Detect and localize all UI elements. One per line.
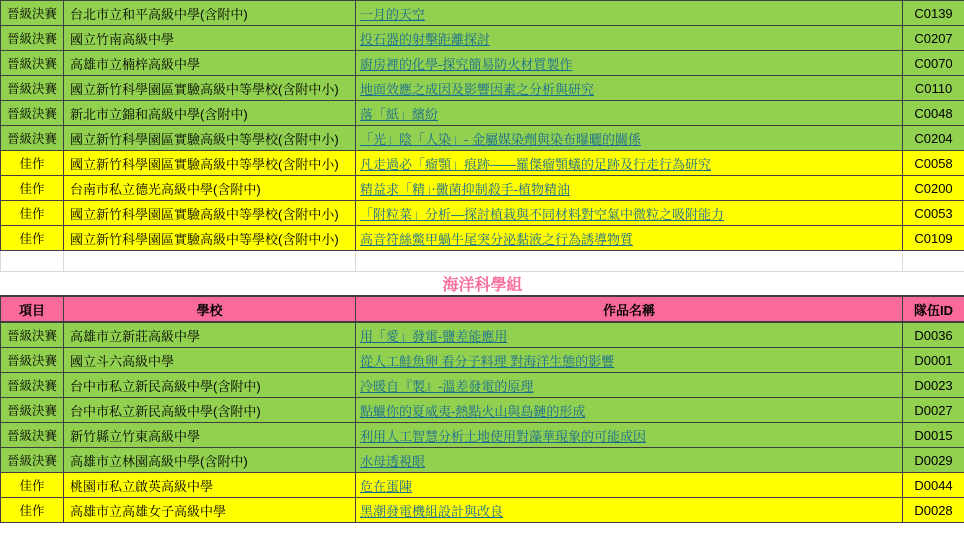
school-cell: 高雄市立高雄女子高級中學 (64, 498, 356, 523)
work-title-link[interactable]: 凡走過必「瘤顎」痕跡——羅傑瘤顎蟻的足跡及行走行為研究 (360, 156, 712, 172)
work-cell (356, 373, 903, 398)
table-row (1, 176, 964, 201)
work-title-link[interactable]: 黑潮發電機組設計與改良 (360, 503, 504, 519)
school-cell: 台北市立和平高級中學(含附中) (64, 1, 356, 26)
work-cell (356, 226, 903, 251)
table-row (1, 101, 964, 126)
school-cell: 國立新竹科學園區實驗高級中等學校(含附中小) (64, 126, 356, 151)
school-cell: 國立新竹科學園區實驗高級中等學校(含附中小) (64, 201, 356, 226)
header-school: 學校 (64, 296, 356, 322)
table-row (1, 348, 964, 373)
work-cell (356, 498, 903, 523)
top-section-body (1, 1, 964, 251)
work-title-link[interactable]: 水母透視眼 (360, 453, 426, 469)
team-id-cell: D0015 (903, 423, 964, 448)
work-title-link[interactable]: 廚房裡的化學-探究簡易防火材質製作 (360, 56, 573, 72)
marine-section-body (1, 322, 964, 523)
table-row (1, 26, 964, 51)
team-id-cell: C0053 (903, 201, 964, 226)
team-id-cell: C0207 (903, 26, 964, 51)
work-cell (356, 126, 903, 151)
status-cell: 佳作 (1, 201, 64, 226)
work-cell (356, 76, 903, 101)
work-title-link[interactable]: 利用人工智慧分析土地使用對藻華現象的可能成因 (360, 428, 647, 444)
school-cell: 高雄市立楠梓高級中學 (64, 51, 356, 76)
table-row (1, 498, 964, 523)
school-cell: 國立新竹科學園區實驗高級中等學校(含附中小) (64, 76, 356, 101)
work-cell (356, 101, 903, 126)
status-cell: 晉級決賽 (1, 51, 64, 76)
school-cell: 高雄市立林園高級中學(含附中) (64, 448, 356, 473)
work-title-link[interactable]: 從人工鮭魚卵 看分子料理 對海洋生態的影響 (360, 353, 615, 369)
status-cell: 晉級決賽 (1, 101, 64, 126)
work-cell (356, 26, 903, 51)
spacer-cell (356, 251, 903, 272)
work-title-link[interactable]: 用「愛」發電-鹽差能應用 (360, 328, 508, 344)
table-row (1, 201, 964, 226)
status-cell: 晉級決賽 (1, 76, 64, 101)
status-cell: 晉級決賽 (1, 348, 64, 373)
status-cell: 晉級決賽 (1, 126, 64, 151)
work-cell (356, 151, 903, 176)
work-title-link[interactable]: 高音符絲鱉甲蝸牛尾突分泌黏液之行為誘導物質 (360, 231, 634, 247)
table-row (1, 126, 964, 151)
status-cell: 晉級決賽 (1, 423, 64, 448)
spacer-cell (903, 251, 964, 272)
work-cell (356, 473, 903, 498)
table-row (1, 51, 964, 76)
school-cell: 國立新竹科學園區實驗高級中等學校(含附中小) (64, 226, 356, 251)
team-id-cell: C0048 (903, 101, 964, 126)
team-id-cell: C0070 (903, 51, 964, 76)
work-cell (356, 423, 903, 448)
status-cell: 佳作 (1, 176, 64, 201)
table-row (1, 473, 964, 498)
work-cell (356, 201, 903, 226)
team-id-cell: D0001 (903, 348, 964, 373)
table-row (1, 322, 964, 348)
work-title-link[interactable]: 地面效應之成因及影響因素之分析與研究 (360, 81, 595, 97)
work-title-link[interactable]: 投石器的射擊距離探討 (360, 31, 491, 47)
work-cell (356, 51, 903, 76)
work-title-link[interactable]: 「光」陰「人染」- 金屬媒染劑與染布曝曬的關係 (360, 131, 641, 147)
status-cell: 晉級決賽 (1, 322, 64, 348)
status-cell: 佳作 (1, 151, 64, 176)
table-row (1, 1, 964, 26)
team-id-cell: D0044 (903, 473, 964, 498)
table-row (1, 398, 964, 423)
work-cell (356, 1, 903, 26)
school-cell: 國立竹南高級中學 (64, 26, 356, 51)
status-cell: 佳作 (1, 226, 64, 251)
work-cell (356, 398, 903, 423)
work-cell (356, 176, 903, 201)
school-cell: 新北市立錦和高級中學(含附中) (64, 101, 356, 126)
status-cell: 晉級決賽 (1, 373, 64, 398)
status-cell: 晉級決賽 (1, 398, 64, 423)
work-title-link[interactable]: 精益求「精」‧黴菌抑制殺手-植物精油 (360, 181, 570, 197)
table-row (1, 373, 964, 398)
spacer-section (1, 251, 964, 323)
school-cell: 台中市私立新民高級中學(含附中) (64, 373, 356, 398)
team-id-cell: C0058 (903, 151, 964, 176)
work-title-link[interactable]: 危在蛋陳 (360, 478, 413, 494)
school-cell: 桃園市私立啟英高級中學 (64, 473, 356, 498)
school-cell: 國立斗六高級中學 (64, 348, 356, 373)
work-cell (356, 322, 903, 348)
team-id-cell: D0036 (903, 322, 964, 348)
school-cell: 國立新竹科學園區實驗高級中等學校(含附中小) (64, 151, 356, 176)
team-id-cell: C0204 (903, 126, 964, 151)
spacer-cell (1, 251, 64, 272)
header-work-title: 作品名稱 (356, 296, 903, 322)
work-title-link[interactable]: 點蠟你的夏威夷-熱點火山與島鏈的形成 (360, 403, 586, 419)
school-cell: 台南市私立德光高級中學(含附中) (64, 176, 356, 201)
status-cell: 佳作 (1, 473, 64, 498)
table-row (1, 76, 964, 101)
spacer-cell (64, 251, 356, 272)
work-title-link[interactable]: 一月的天空 (360, 6, 426, 22)
team-id-cell: D0029 (903, 448, 964, 473)
table-row (1, 151, 964, 176)
spacer-row (1, 251, 964, 272)
team-id-cell: C0109 (903, 226, 964, 251)
column-header-row (1, 296, 964, 322)
team-id-cell: C0200 (903, 176, 964, 201)
status-cell: 晉級決賽 (1, 26, 64, 51)
team-id-cell: C0110 (903, 76, 964, 101)
school-cell: 高雄市立新莊高級中學 (64, 322, 356, 348)
status-cell: 佳作 (1, 498, 64, 523)
table-row (1, 448, 964, 473)
school-cell: 台中市私立新民高級中學(含附中) (64, 398, 356, 423)
work-title-link[interactable]: 冷暖自『製』-溫差發電的原理 (360, 378, 534, 394)
school-cell: 新竹縣立竹東高級中學 (64, 423, 356, 448)
section-title: 海洋科學組 (1, 272, 964, 297)
team-id-cell: D0023 (903, 373, 964, 398)
work-title-link[interactable]: 落「紙」繽紛 (360, 106, 439, 122)
team-id-cell: D0028 (903, 498, 964, 523)
status-cell: 晉級決賽 (1, 448, 64, 473)
team-id-cell: C0139 (903, 1, 964, 26)
work-cell (356, 448, 903, 473)
work-cell (356, 348, 903, 373)
table-row (1, 226, 964, 251)
table-row (1, 423, 964, 448)
header-team-id: 隊伍ID (903, 296, 964, 322)
header-item: 項目 (1, 296, 64, 322)
team-id-cell: D0027 (903, 398, 964, 423)
section-title-row (1, 272, 964, 297)
work-title-link[interactable]: 「附粒菜」分析—探討植栽與不同材料對空氣中微粒之吸附能力 (360, 206, 725, 222)
status-cell: 晉級決賽 (1, 1, 64, 26)
